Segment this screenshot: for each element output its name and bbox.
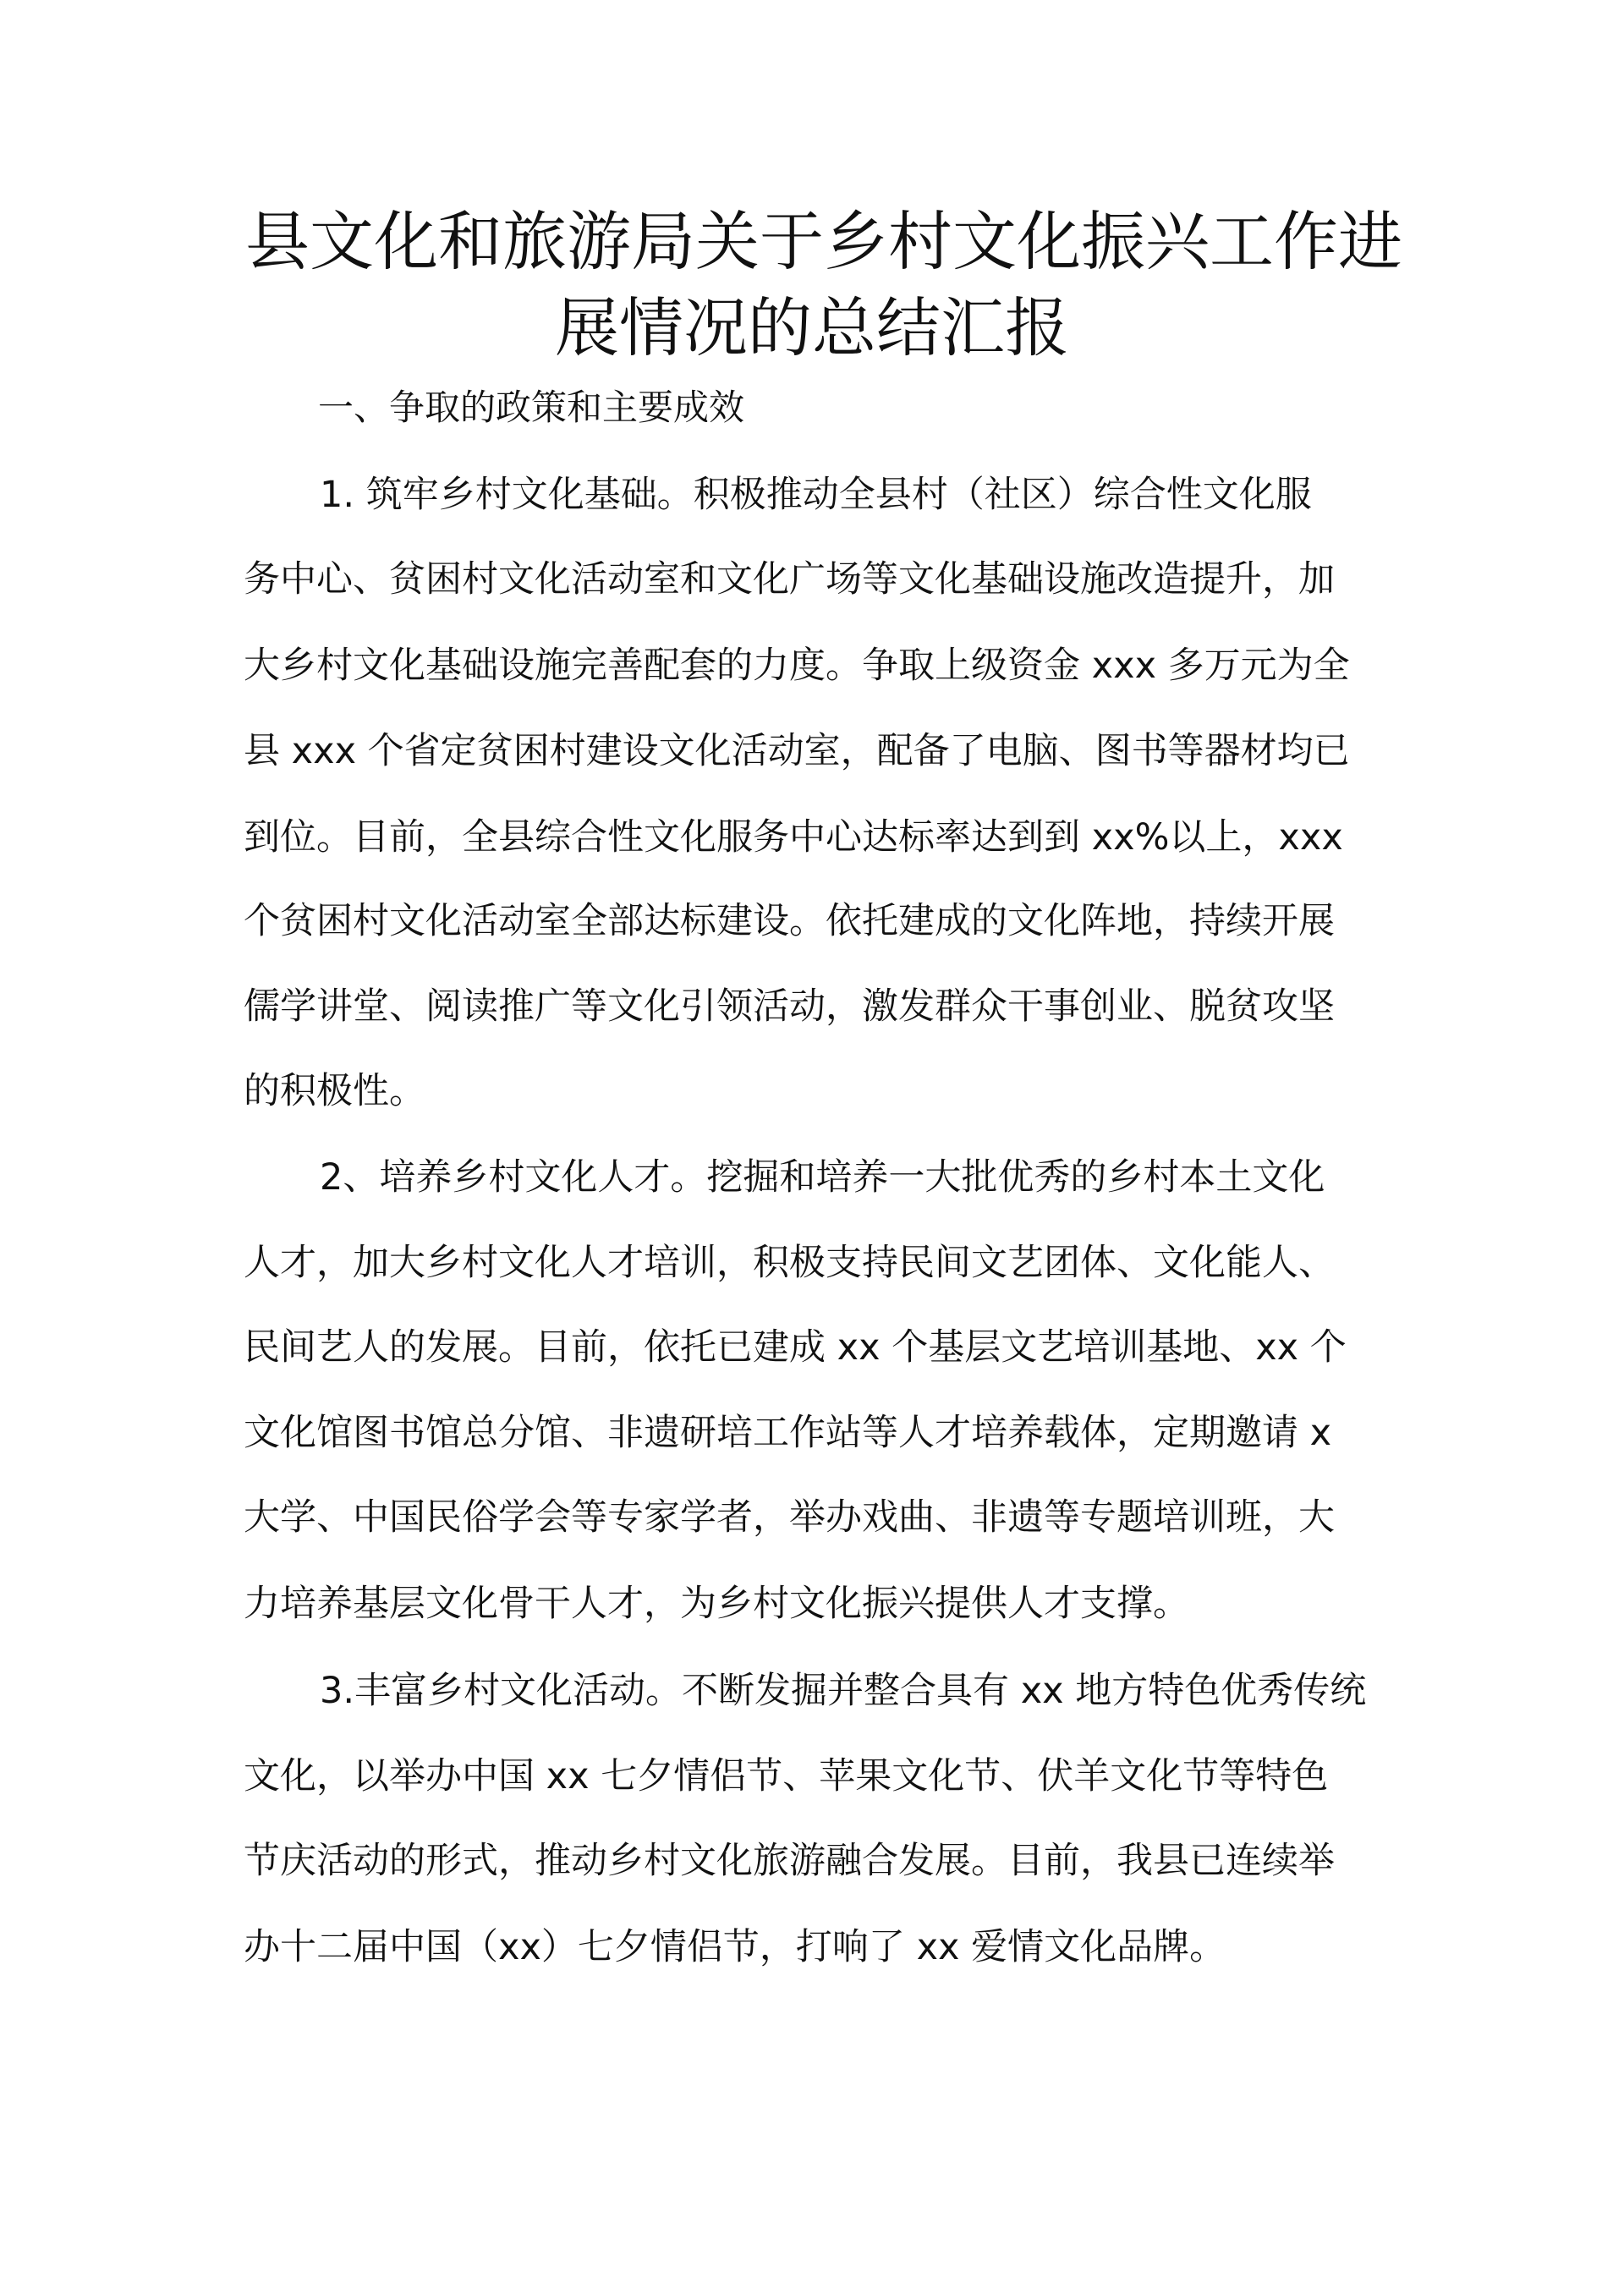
paragraph-2-line-3: 民间艺人的发展。目前，依托已建成 xx 个基层文艺培训基地、xx 个: [244, 1326, 1347, 1369]
paragraph-1-line-8: 的积极性。: [244, 1070, 425, 1112]
paragraph-2-line-1: 2、培养乡村文化人才。挖掘和培养一大批优秀的乡村本土文化: [320, 1156, 1325, 1199]
section-heading: 一、争取的政策和主要成效: [318, 387, 745, 428]
document-title-line-1: 县文化和旅游局关于乡村文化振兴工作进: [245, 204, 1402, 279]
document-title-line-2: 展情况的总结汇报: [555, 290, 1069, 365]
paragraph-1-line-4: 县 xxx 个省定贫困村建设文化活动室，配备了电脑、图书等器材均已: [244, 730, 1350, 772]
paragraph-3-line-2: 文化，以举办中国 xx 七夕情侣节、苹果文化节、伏羊文化节等特色: [244, 1755, 1329, 1797]
paragraph-1-line-2: 务中心、贫困村文化活动室和文化广场等文化基础设施改造提升，加: [244, 558, 1335, 601]
paragraph-2-line-6: 力培养基层文化骨干人才，为乡村文化振兴提供人才支撑。: [244, 1583, 1189, 1625]
paragraph-3-line-4: 办十二届中国（xx）七夕情侣节，打响了 xx 爱情文化品牌。: [244, 1926, 1226, 1968]
paragraph-2-line-4: 文化馆图书馆总分馆、非遗研培工作站等人才培养载体，定期邀请 x: [244, 1412, 1332, 1454]
paragraph-1-line-3: 大乡村文化基础设施完善配套的力度。争取上级资金 xxx 多万元为全: [244, 645, 1350, 687]
paragraph-1-line-1: 1. 筑牢乡村文化基础。积极推动全县村（社区）综合性文化服: [320, 474, 1312, 516]
paragraph-2-line-5: 大学、中国民俗学会等专家学者，举办戏曲、非遗等专题培训班，大: [244, 1496, 1335, 1539]
paragraph-1-line-5: 到位。目前，全县综合性文化服务中心达标率达到到 xx%以上，xxx: [244, 816, 1343, 859]
paragraph-2-line-2: 人才，加大乡村文化人才培训，积极支持民间文艺团体、文化能人、: [244, 1242, 1335, 1284]
paragraph-1-line-6: 个贫困村文化活动室全部达标建设。依托建成的文化阵地，持续开展: [244, 900, 1335, 942]
paragraph-1-line-7: 儒学讲堂、阅读推广等文化引领活动，激发群众干事创业、脱贫攻坚: [244, 985, 1335, 1028]
paragraph-3-line-1: 3.丰富乡村文化活动。不断发掘并整合具有 xx 地方特色优秀传统: [320, 1670, 1367, 1712]
paragraph-3-line-3: 节庆活动的形式，推动乡村文化旅游融合发展。目前，我县已连续举: [244, 1840, 1335, 1882]
